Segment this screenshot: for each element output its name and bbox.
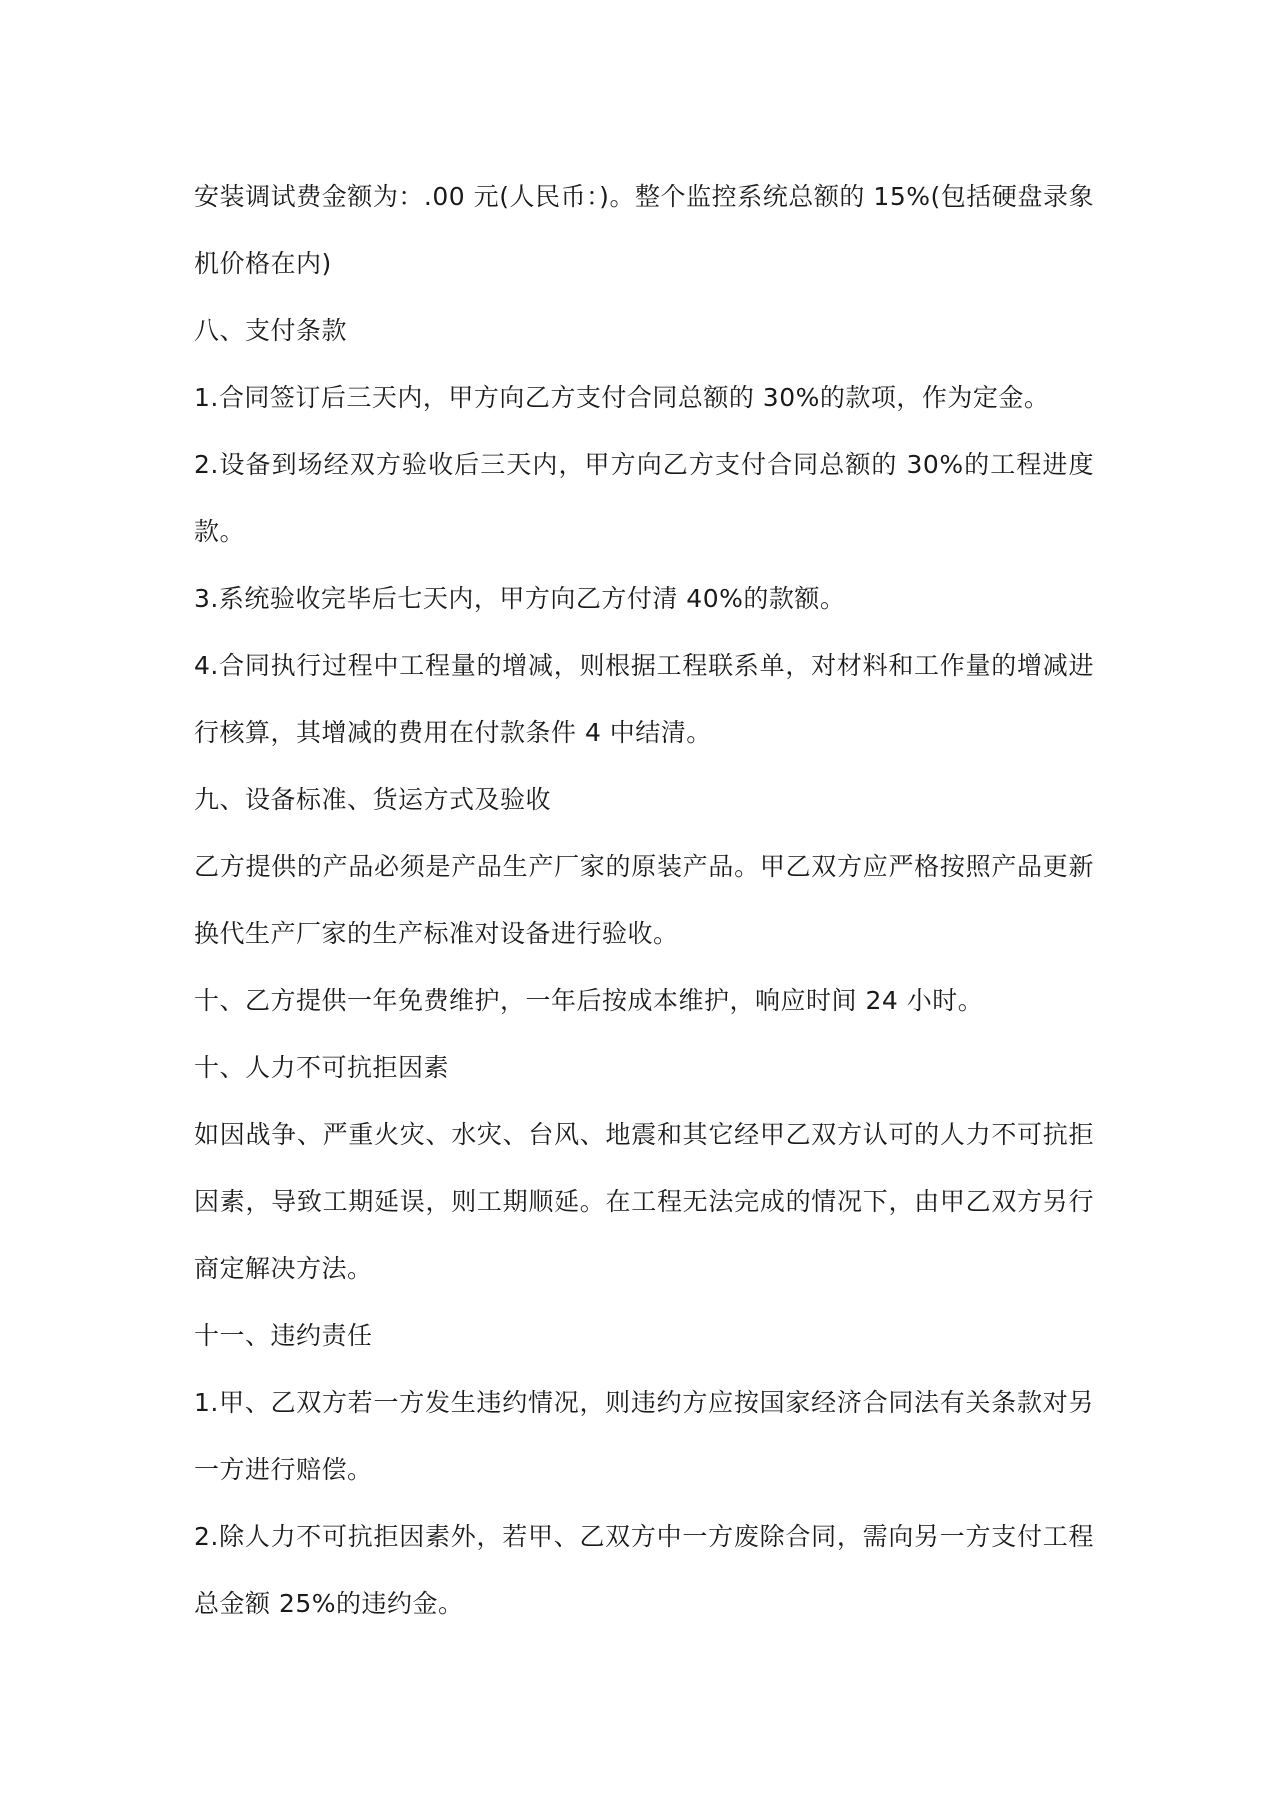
paragraph-payment-2: 2.设备到场经双方验收后三天内，甲方向乙方支付合同总额的 30%的工程进度款。 xyxy=(194,450,1094,546)
heading-force-majeure: 十、人力不可抗拒因素 xyxy=(194,1053,450,1082)
paragraph-equipment-standards: 乙方提供的产品必须是产品生产厂家的原装产品。甲乙双方应严格按照产品更新换代生产厂家的生产标准对设备进行验收。 xyxy=(194,852,1094,948)
heading-equipment-standards: 九、设备标准、货运方式及验收 xyxy=(194,785,552,814)
document-body xyxy=(194,163,1094,1637)
paragraph-force-majeure: 如因战争、严重火灾、水灾、台风、地震和其它经甲乙双方认可的人力不可抗拒因素，导致工期延误，则工期顺延。在工程无法完成的情况下，由甲乙双方另行商定解决方法。 xyxy=(194,1120,1094,1283)
heading-payment-terms: 八、支付条款 xyxy=(194,316,348,345)
paragraph-breach-2: 2.除人力不可抗拒因素外，若甲、乙双方中一方废除合同，需向另一方支付工程总金额 25%的违约金。 xyxy=(194,1522,1094,1618)
paragraph-breach-1: 1.甲、乙双方若一方发生违约情况，则违约方应按国家经济合同法有关条款对另一方进行赔偿。 xyxy=(194,1388,1094,1484)
paragraph-payment-3: 3.系统验收完毕后七天内，甲方向乙方付清 40%的款额。 xyxy=(194,584,846,613)
paragraph-maintenance: 十、乙方提供一年免费维护，一年后按成本维护，响应时间 24 小时。 xyxy=(194,986,984,1015)
heading-breach-liability: 十一、违约责任 xyxy=(194,1321,373,1350)
paragraph-payment-1: 1.合同签订后三天内，甲方向乙方支付合同总额的 30%的款项，作为定金。 xyxy=(194,383,1050,412)
paragraph-installation-fee: 安装调试费金额为：.00 元(人民币：)。整个监控系统总额的 15%(包括硬盘录象机价格在内) xyxy=(194,182,1094,278)
paragraph-payment-4: 4.合同执行过程中工程量的增减，则根据工程联系单，对材料和工作量的增减进行核算，其增减的费用在付款条件 4 中结清。 xyxy=(194,651,1094,747)
